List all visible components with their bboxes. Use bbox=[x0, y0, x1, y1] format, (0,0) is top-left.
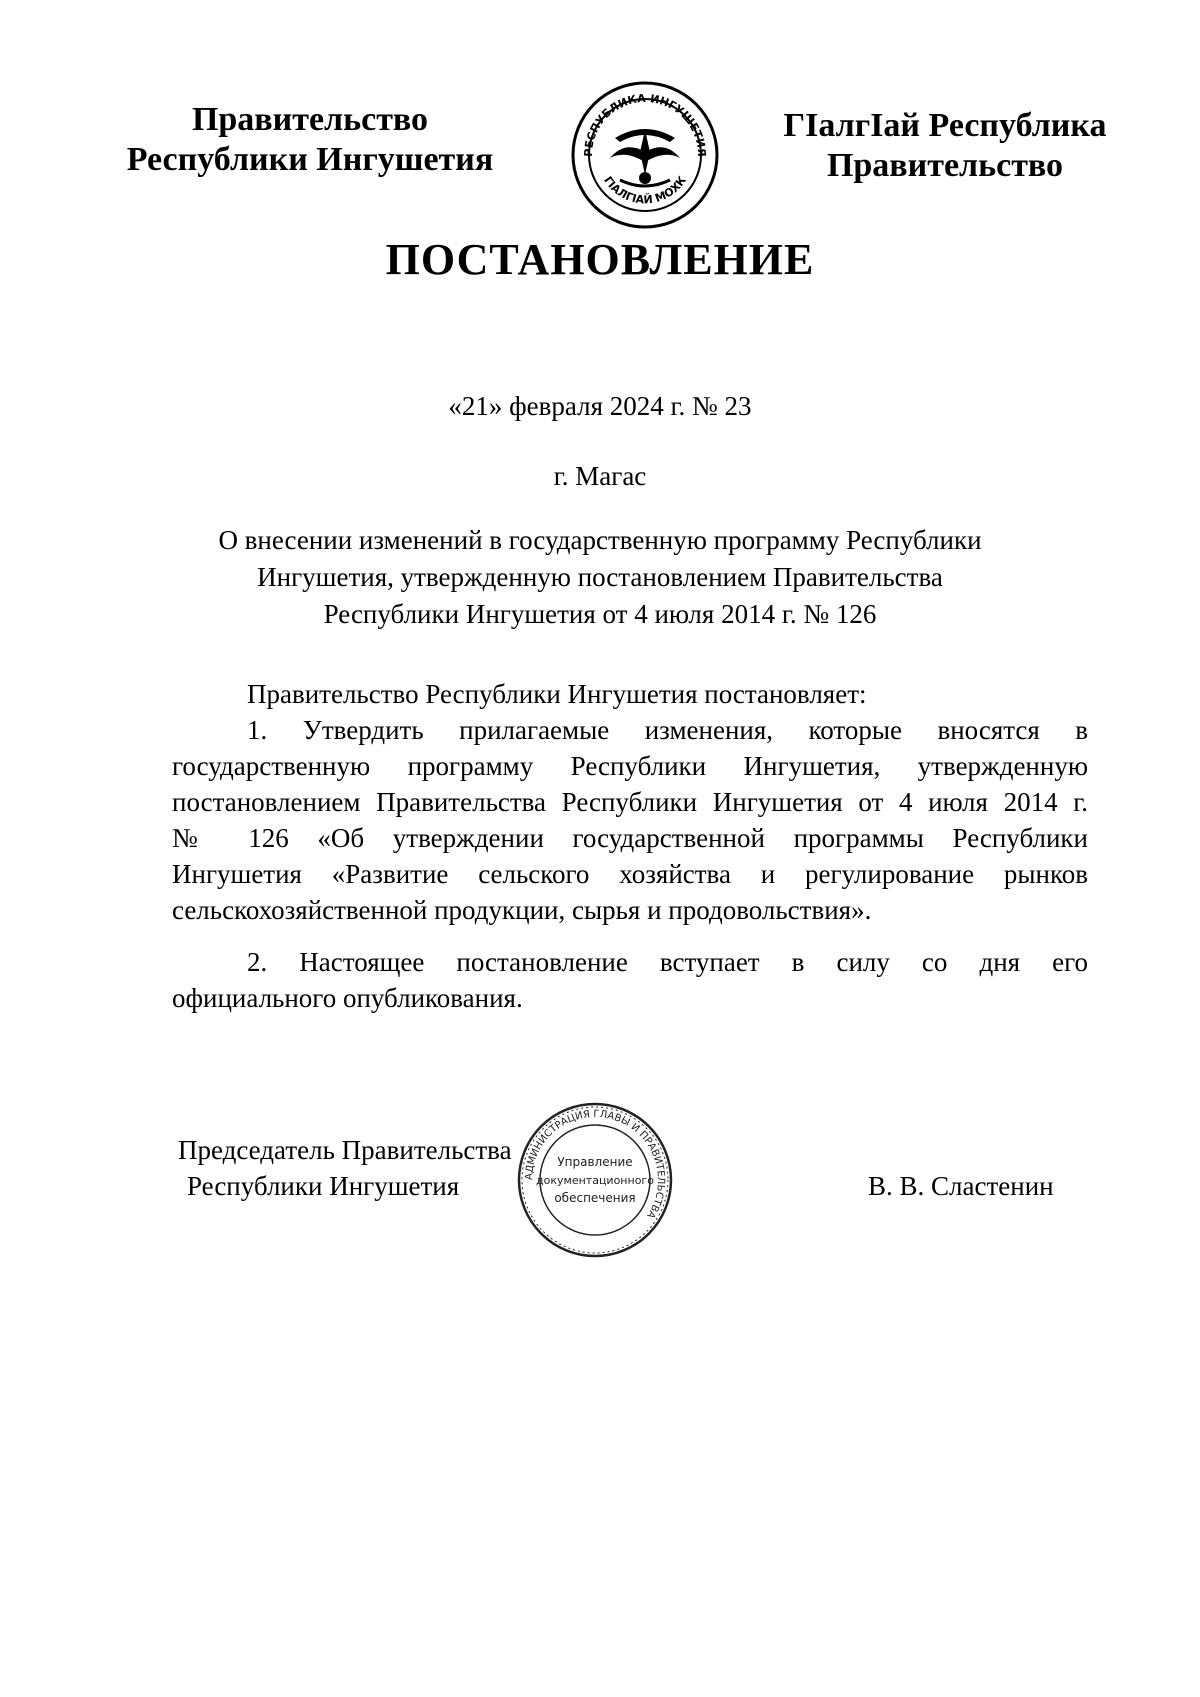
subject-line: Республики Ингушетия от 4 июля 2014 г. № 126 bbox=[323, 599, 877, 629]
header-left-line1: Правительство bbox=[191, 101, 429, 138]
stamp-center-line3: обеспечения bbox=[554, 1191, 636, 1205]
item-line: Ингушетия «Развитие сельского хозяйства и регулирование рынков bbox=[172, 859, 1088, 889]
stamp-center-line1: Управление bbox=[557, 1155, 633, 1169]
signature-position-line2: Республики Ингушетия bbox=[187, 1171, 460, 1201]
emblem-top-text: РЕСПУБЛИКА ИНГУШЕТИЯ bbox=[581, 91, 709, 157]
emblem-bottom-text: ГIАЛГIАЙ МОХК bbox=[601, 173, 689, 207]
item-line: 1. Утвердить прилагаемые изменения, которые вносятся в bbox=[247, 715, 1088, 745]
resolution-item-2 bbox=[172, 944, 1088, 1016]
item-line: 2. Настоящее постановление вступает в силу со дня его bbox=[247, 947, 1088, 977]
signature-position-line1: Председатель Правительства bbox=[178, 1135, 512, 1165]
document-city: г. Магас bbox=[553, 461, 647, 491]
header-right-line1: ГIалгIай Республика bbox=[783, 107, 1107, 144]
resolution-item-1 bbox=[172, 712, 1088, 928]
signatory-name: В. В. Сластенин bbox=[868, 1171, 1054, 1201]
item-line: постановлением Правительства Республики Ингушетия от 4 июля 2014 г. bbox=[172, 787, 1088, 817]
item-line: официального опубликования. bbox=[172, 983, 523, 1013]
header-left-line2: Республики Ингушетия bbox=[126, 141, 494, 178]
document-date-number: «21» февраля 2024 г. № 23 bbox=[448, 391, 752, 421]
republic-emblem bbox=[570, 80, 720, 230]
stamp-center-line2: документационного bbox=[536, 1174, 654, 1187]
item-line: сельскохозяйственной продукции, сырья и продовольствия». bbox=[172, 895, 872, 925]
stamp-ring-text: АДМИНИСТРАЦИЯ ГЛАВЫ И ПРАВИТЕЛЬСТВА bbox=[523, 1108, 667, 1221]
header-right-line2: Правительство bbox=[826, 147, 1064, 184]
document-preamble: Правительство Республики Ингушетия постановляет: bbox=[247, 679, 867, 709]
document-subject bbox=[120, 522, 1080, 633]
header-right bbox=[740, 106, 1150, 186]
subject-line: Ингушетия, утвержденную постановлением Правительства bbox=[257, 562, 943, 592]
item-line: государственную программу Республики Ингушетия, утвержденную bbox=[172, 751, 1088, 781]
official-stamp bbox=[515, 1100, 675, 1260]
item-line: № 126 «Об утверждении государственной программы Республики bbox=[172, 823, 1088, 853]
subject-line: О внесении изменений в государственную программу Республики bbox=[218, 525, 982, 555]
header-left bbox=[95, 100, 525, 180]
document-title: ПОСТАНОВЛЕНИЕ bbox=[385, 235, 815, 284]
